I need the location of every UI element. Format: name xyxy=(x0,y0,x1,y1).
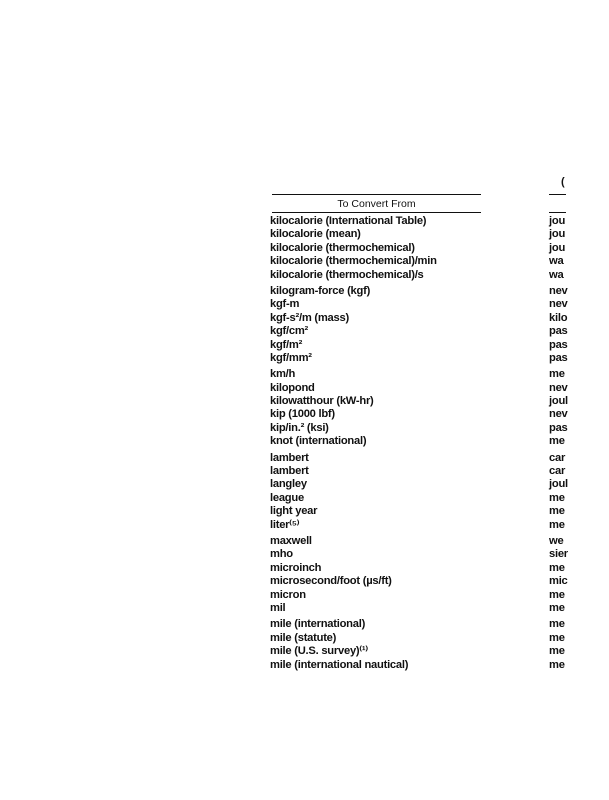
row-group xyxy=(270,368,540,448)
from-unit-cell: kilogram-force (kgf) xyxy=(270,284,371,297)
to-unit-cell: wa xyxy=(549,268,564,281)
from-unit-cell: mho xyxy=(270,548,293,561)
from-unit-cell: lambert xyxy=(270,451,309,464)
to-unit-cell: joul xyxy=(549,478,568,491)
table-top-rule-right xyxy=(549,194,566,195)
to-unit-cell: pas xyxy=(549,325,568,338)
from-unit-cell: mil xyxy=(270,601,286,614)
row-group xyxy=(549,452,609,532)
to-unit-cell: car xyxy=(549,451,566,464)
row-group xyxy=(270,285,540,365)
from-unit-cell: kilopond xyxy=(270,381,315,394)
to-unit-cell: car xyxy=(549,465,566,478)
from-unit-cell: kilocalorie (thermochemical) xyxy=(270,241,415,254)
page-mark: ( xyxy=(561,176,565,188)
to-unit-cell: me xyxy=(549,658,565,671)
to-unit-cell: joul xyxy=(549,395,568,408)
to-unit-cell: pas xyxy=(549,338,568,351)
header-underline-to xyxy=(549,212,566,213)
from-unit-cell: mile (statute) xyxy=(270,631,337,644)
row-group xyxy=(549,618,609,672)
from-column xyxy=(270,215,540,675)
row-group xyxy=(549,285,609,365)
to-unit-cell: wa xyxy=(549,255,564,268)
to-unit-cell: me xyxy=(549,368,565,381)
to-unit-cell: pas xyxy=(549,351,568,364)
from-unit-cell: kip/in.² (ksi) xyxy=(270,421,329,434)
to-unit-cell: nev xyxy=(549,381,568,394)
row-group xyxy=(270,618,540,672)
to-unit-cell: me xyxy=(549,601,565,614)
from-unit-cell: kgf-s²/m (mass) xyxy=(270,311,349,324)
from-unit-cell: maxwell xyxy=(270,534,312,547)
from-unit-cell: kilowatthour (kW-hr) xyxy=(270,395,374,408)
to-unit-cell: me xyxy=(549,435,565,448)
to-unit-cell: me xyxy=(549,561,565,574)
row-group xyxy=(270,215,540,282)
to-unit-cell: me xyxy=(549,631,565,644)
to-unit-cell: jou xyxy=(549,215,566,227)
row-group xyxy=(270,452,540,532)
from-unit-cell: kgf/cm² xyxy=(270,325,309,338)
to-unit-cell: kilo xyxy=(549,311,568,324)
from-unit-cell: kgf/mm² xyxy=(270,351,312,364)
to-unit-cell: me xyxy=(549,618,565,631)
from-unit-cell: kgf-m xyxy=(270,298,300,311)
to-unit-cell: me xyxy=(549,645,565,658)
to-unit-cell: me xyxy=(549,505,565,518)
row-group xyxy=(549,535,609,615)
from-unit-cell: mile (U.S. survey)⁽¹⁾ xyxy=(270,645,368,658)
from-unit-cell: kilocalorie (thermochemical)/min xyxy=(270,255,437,268)
to-unit-cell: mic xyxy=(549,575,568,588)
from-unit-cell: micron xyxy=(270,588,306,601)
from-unit-cell: league xyxy=(270,491,304,504)
table-top-rule xyxy=(272,194,481,195)
row-group xyxy=(549,215,609,282)
column-header-from: To Convert From xyxy=(337,198,416,210)
from-unit-cell: kilocalorie (International Table) xyxy=(270,215,427,227)
to-unit-cell: sier xyxy=(549,548,568,561)
to-unit-cell: me xyxy=(549,491,565,504)
header-underline-from xyxy=(272,212,481,213)
to-unit-cell: nev xyxy=(549,408,568,421)
from-unit-cell: knot (international) xyxy=(270,435,367,448)
to-unit-cell: me xyxy=(549,518,565,531)
from-unit-cell: microinch xyxy=(270,561,322,574)
from-unit-cell: light year xyxy=(270,505,318,518)
from-unit-cell: langley xyxy=(270,478,307,491)
from-unit-cell: kilocalorie (mean) xyxy=(270,228,361,241)
row-group xyxy=(270,535,540,615)
from-unit-cell: liter⁽⁵⁾ xyxy=(270,518,300,531)
row-group xyxy=(549,368,609,448)
from-unit-cell: kgf/m² xyxy=(270,338,303,351)
to-unit-cell: me xyxy=(549,588,565,601)
to-unit-cell: nev xyxy=(549,298,568,311)
to-unit-cell: pas xyxy=(549,421,568,434)
from-unit-cell: kilocalorie (thermochemical)/s xyxy=(270,268,424,281)
to-column xyxy=(549,215,609,675)
from-unit-cell: kip (1000 lbf) xyxy=(270,408,335,421)
from-unit-cell: lambert xyxy=(270,465,309,478)
to-unit-cell: jou xyxy=(549,241,566,254)
from-unit-cell: microsecond/foot (µs/ft) xyxy=(270,575,392,588)
from-unit-cell: km/h xyxy=(270,368,296,381)
to-unit-cell: jou xyxy=(549,228,566,241)
to-unit-cell: we xyxy=(549,534,564,547)
from-unit-cell: mile (international nautical) xyxy=(270,658,409,671)
from-unit-cell: mile (international) xyxy=(270,618,366,631)
to-unit-cell: nev xyxy=(549,284,568,297)
